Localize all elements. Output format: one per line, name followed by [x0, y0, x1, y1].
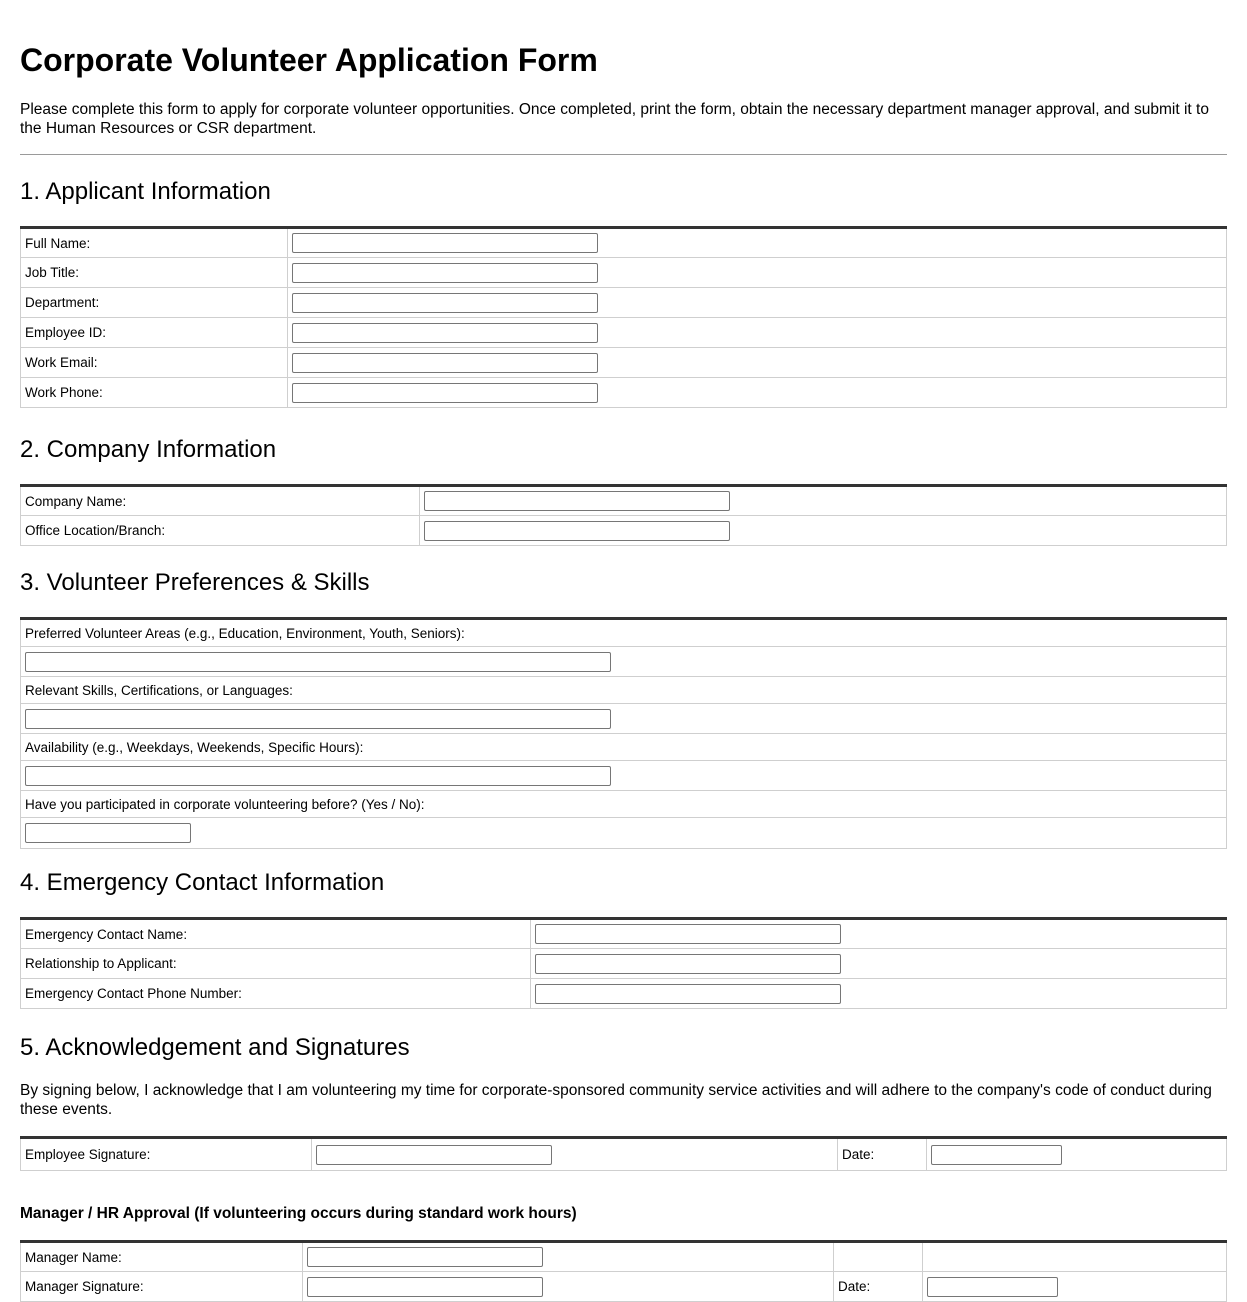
section-company-heading: 2. Company Information — [20, 436, 277, 463]
work-email-field[interactable] — [292, 353, 598, 373]
office-location-label: Office Location/Branch: — [21, 516, 420, 546]
table-row — [21, 734, 1227, 761]
applicant-table — [20, 226, 1227, 408]
company-table — [20, 484, 1227, 546]
section-acknowledgement-heading: 5. Acknowledgement and Signatures — [20, 1034, 410, 1061]
table-row — [21, 818, 1227, 849]
work-phone-field[interactable] — [292, 383, 598, 403]
emergency-phone-label: Emergency Contact Phone Number: — [21, 979, 531, 1009]
previous-volunteering-field[interactable] — [25, 823, 191, 843]
availability-label: Availability (e.g., Weekdays, Weekends, Specific Hours): — [21, 734, 1227, 761]
table-row — [21, 1138, 1227, 1171]
emergency-phone-field[interactable] — [535, 984, 841, 1004]
header-divider — [20, 154, 1227, 155]
emergency-table — [20, 917, 1227, 1009]
acknowledgement-text: By signing below, I acknowledge that I am volunteering my time for corporate-sponsored community service activities and will adhere to the company's code of conduct during these events. — [20, 1082, 1212, 1118]
employee-date-field[interactable] — [931, 1145, 1062, 1165]
manager-date-field[interactable] — [927, 1277, 1058, 1297]
approval-heading: Manager / HR Approval (If volunteering occurs during standard work hours) — [20, 1205, 577, 1222]
manager-approval-table — [20, 1240, 1227, 1302]
intro-text: Please complete this form to apply for corporate volunteer opportunities. Once completed, print the form, obtain the necessary department manager approval, and submit it to the Human Resources or CSR department. — [20, 101, 1209, 137]
relationship-field[interactable] — [535, 954, 841, 974]
preferences-table — [20, 617, 1227, 849]
section-emergency-heading: 4. Emergency Contact Information — [20, 869, 385, 896]
office-location-field[interactable] — [424, 521, 730, 541]
table-row — [21, 761, 1227, 791]
table-row — [21, 704, 1227, 734]
table-row — [21, 1242, 1227, 1272]
manager-name-label: Manager Name: — [21, 1242, 303, 1272]
table-row — [21, 486, 1227, 516]
table-row — [21, 949, 1227, 979]
manager-name-field[interactable] — [307, 1247, 543, 1267]
manager-date-label: Date: — [834, 1272, 923, 1302]
company-name-label: Company Name: — [21, 486, 420, 516]
skills-field[interactable] — [25, 709, 611, 729]
preferred-areas-label: Preferred Volunteer Areas (e.g., Education, Environment, Youth, Seniors): — [21, 619, 1227, 647]
manager-signature-label: Manager Signature: — [21, 1272, 303, 1302]
department-label: Department: — [21, 288, 288, 318]
work-phone-label: Work Phone: — [21, 378, 288, 408]
emergency-contact-name-field[interactable] — [535, 924, 841, 944]
skills-label: Relevant Skills, Certifications, or Languages: — [21, 677, 1227, 704]
preferred-areas-field[interactable] — [25, 652, 611, 672]
employee-signature-table — [20, 1136, 1227, 1171]
table-row — [21, 348, 1227, 378]
section-preferences-heading: 3. Volunteer Preferences & Skills — [20, 569, 370, 596]
employee-id-label: Employee ID: — [21, 318, 288, 348]
page-title: Corporate Volunteer Application Form — [20, 42, 598, 78]
table-row — [21, 288, 1227, 318]
job-title-field[interactable] — [292, 263, 598, 283]
table-row — [21, 791, 1227, 818]
job-title-label: Job Title: — [21, 258, 288, 288]
full-name-label: Full Name: — [21, 228, 288, 258]
relationship-label: Relationship to Applicant: — [21, 949, 531, 979]
department-field[interactable] — [292, 293, 598, 313]
availability-field[interactable] — [25, 766, 611, 786]
previous-volunteering-label: Have you participated in corporate volunteering before? (Yes / No): — [21, 791, 1227, 818]
table-row — [21, 378, 1227, 408]
employee-signature-label: Employee Signature: — [21, 1138, 312, 1171]
employee-signature-field[interactable] — [316, 1145, 552, 1165]
company-name-field[interactable] — [424, 491, 730, 511]
table-row — [21, 647, 1227, 677]
employee-id-field[interactable] — [292, 323, 598, 343]
table-row — [21, 1272, 1227, 1302]
table-row — [21, 318, 1227, 348]
table-row — [21, 677, 1227, 704]
table-row — [21, 979, 1227, 1009]
emergency-contact-name-label: Emergency Contact Name: — [21, 919, 531, 949]
table-row — [21, 919, 1227, 949]
full-name-field[interactable] — [292, 233, 598, 253]
table-row — [21, 228, 1227, 258]
table-row — [21, 516, 1227, 546]
table-row — [21, 258, 1227, 288]
section-applicant-heading: 1. Applicant Information — [20, 178, 271, 205]
table-row — [21, 619, 1227, 647]
work-email-label: Work Email: — [21, 348, 288, 378]
manager-signature-field[interactable] — [307, 1277, 543, 1297]
employee-date-label: Date: — [838, 1138, 927, 1171]
